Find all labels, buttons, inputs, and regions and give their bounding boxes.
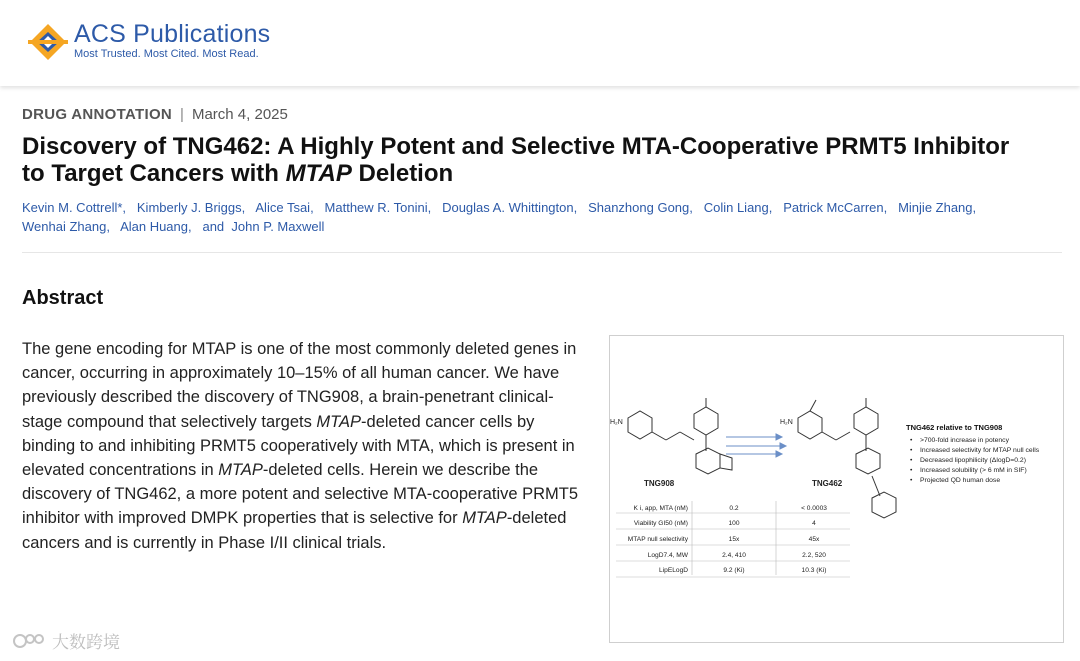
watermark-logo-icon: [12, 630, 46, 652]
compound-a-label: TNG908: [644, 479, 675, 488]
comparison-table: [628, 505, 827, 574]
table-row-3-label: LogD7.4, MW: [647, 552, 688, 559]
bullet-4: •: [910, 477, 913, 484]
toc-graphic-drawing: [610, 336, 1063, 642]
table-row-4-a: 9.2 (Ki): [723, 567, 745, 574]
author-link[interactable]: Kevin M. Cottrell*,: [22, 200, 127, 215]
article-title: [22, 133, 1022, 187]
watermark-text: 大数跨境: [52, 633, 120, 652]
bullet-1: •: [910, 447, 913, 454]
acs-publications-logo[interactable]: [26, 20, 270, 64]
site-header: [0, 0, 1080, 86]
compound-b-label: TNG462: [812, 479, 843, 488]
bullet-text-0: >700-fold increase in potency: [920, 437, 1009, 444]
table-row-3-b: 2.2, 520: [802, 552, 826, 559]
author-link[interactable]: John P. Maxwell: [231, 219, 325, 234]
table-row-1-label: Viability GI50 (nM): [633, 520, 688, 527]
table-row-2-b: 45x: [808, 536, 820, 543]
bullet-text-1: Increased selectivity for MTAP null cells: [920, 447, 1040, 454]
table-row-4-label: LipELogD: [659, 567, 688, 574]
title-italic: MTAP: [285, 160, 352, 187]
bullet-text-4: Projected QD human dose: [920, 477, 1001, 484]
table-row-3-a: 2.4, 410: [722, 552, 746, 559]
bullet-list: [910, 437, 1040, 484]
h2n-label-a: H₂N: [610, 419, 623, 426]
abstract-italic-2: MTAP: [218, 461, 263, 480]
article-meta: [22, 106, 288, 123]
bullet-3: •: [910, 467, 913, 474]
author-list: [22, 198, 1022, 236]
watermark: [12, 628, 120, 653]
tng462-structure: [798, 398, 896, 518]
section-divider: [22, 252, 1062, 253]
bullet-0: •: [910, 437, 913, 444]
author-link[interactable]: Matthew R. Tonini,: [324, 200, 432, 215]
author-link[interactable]: Alan Huang,: [120, 219, 192, 234]
author-link[interactable]: Alice Tsai,: [255, 200, 314, 215]
abstract-part-4: -deleted cancers and is currently in Phase I/II clinical trials.: [22, 509, 567, 552]
authors-and: and: [202, 219, 225, 234]
author-link[interactable]: Colin Liang,: [703, 200, 773, 215]
abstract-text: [22, 337, 592, 555]
table-row-2-label: MTAP null selectivity: [627, 536, 688, 543]
bullet-text-2: Decreased lipophilicity (ΔlogD=0.2): [920, 457, 1026, 464]
reaction-arrows: [726, 434, 786, 457]
abstract-part-1: The gene encoding for MTAP is one of the most commonly deleted genes in cancer, occurring in approximately 10–15% of all human cancer. We have previously described the discovery of TNG908, a brain-penetrant clinical-stage compound that selectively targets: [22, 340, 577, 431]
table-row-1-a: 100: [728, 520, 740, 527]
title-part-1: Discovery of TNG462: A Highly Potent and Selective MTA-Cooperative PRMT5 Inhibitor to Target Cancers with: [22, 133, 1010, 187]
abstract-italic-1: MTAP: [316, 412, 362, 431]
logo-tagline: Most Trusted. Most Cited. Most Read.: [74, 48, 259, 60]
author-link[interactable]: Patrick McCarren,: [783, 200, 888, 215]
table-row-0-b: < 0.0003: [801, 505, 827, 512]
h2n-label-b: H₂N: [780, 419, 793, 426]
toc-graphic[interactable]: [609, 335, 1064, 643]
publication-date: March 4, 2025: [191, 106, 288, 123]
abstract-part-2: -deleted cancer cells by binding to and inhibiting PRMT5 cooperatively with MTA, which is present in elevated concentrations in: [22, 412, 575, 480]
logo-title: [74, 20, 270, 48]
author-link[interactable]: Shanzhong Gong,: [588, 200, 693, 215]
author-link[interactable]: Kimberly J. Briggs,: [136, 200, 246, 215]
bullet-2: •: [910, 457, 913, 464]
author-link[interactable]: Wenhai Zhang,: [22, 219, 110, 234]
abstract-italic-3: MTAP: [462, 509, 507, 528]
table-row-0-a: 0.2: [729, 505, 739, 512]
table-row-2-a: 15x: [728, 536, 740, 543]
table-row-4-b: 10.3 (Ki): [801, 567, 827, 574]
logo-acs: ACS: [74, 20, 127, 48]
abstract-heading: Abstract: [22, 287, 104, 309]
table-row-0-label: K i, app, MTA (nM): [633, 505, 688, 512]
article-type: DRUG ANNOTATION: [22, 106, 173, 123]
relative-title: TNG462 relative to TNG908: [906, 423, 1003, 432]
tng908-structure: [628, 398, 732, 474]
meta-separator: |: [180, 106, 184, 123]
author-link[interactable]: Douglas A. Whittington,: [442, 200, 578, 215]
bullet-text-3: Increased solubility (> 6 mM in SIF): [920, 467, 1027, 474]
title-part-2: Deletion: [351, 160, 454, 187]
logo-publications: Publications: [133, 20, 271, 48]
author-link[interactable]: Minjie Zhang,: [898, 200, 977, 215]
table-row-1-b: 4: [812, 520, 816, 527]
abstract-part-3: -deleted cells. Herein we describe the discovery of TNG462, a more potent and selective MTA-cooperative PRMT5 inhibitor with improved DMPK properties that is selective for: [22, 461, 579, 528]
acs-seal-icon: [26, 20, 70, 64]
